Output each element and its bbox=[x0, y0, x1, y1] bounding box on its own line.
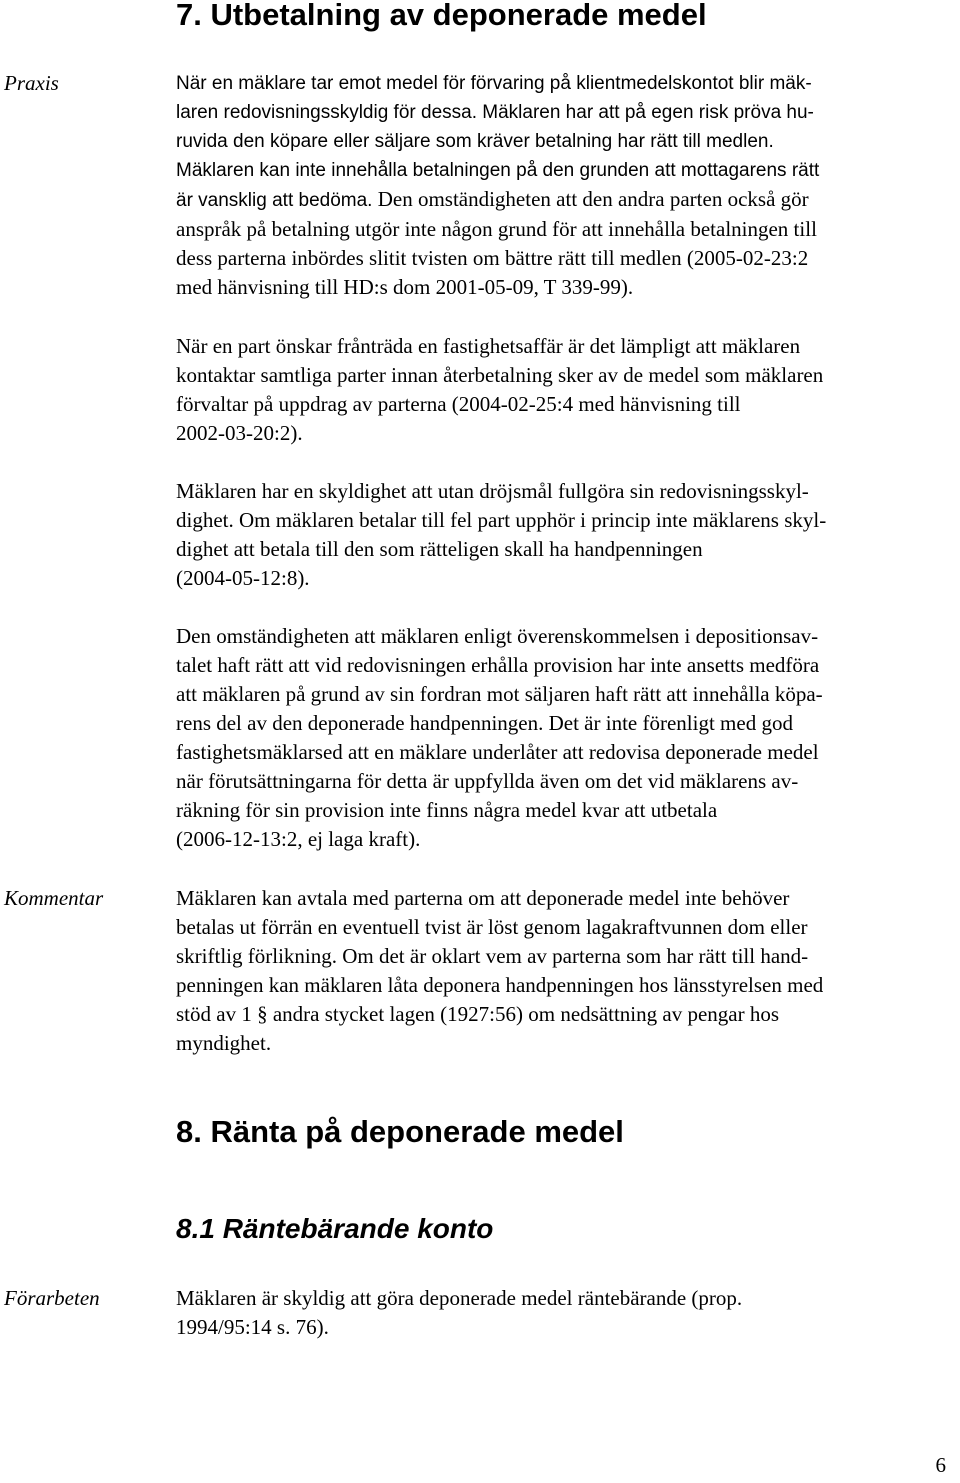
text-line: att mäklaren på grund av sin fordran mot säljaren haft rätt att innehålla köpa- bbox=[176, 682, 823, 706]
page-number: 6 bbox=[935, 1453, 946, 1477]
text-line: fastighetsmäklarsed att en mäklare underlåter att redovisa deponerade medel bbox=[176, 740, 819, 764]
text-line: ruvida den köpare eller säljare som kräver betalning har rätt till medlen. bbox=[176, 131, 774, 152]
text-line: Mäklaren har en skyldighet att utan dröjsmål fullgöra sin redovisningsskyl- bbox=[176, 479, 809, 503]
text-line: När en part önskar frånträda en fastighetsaffär är det lämpligt att mäklaren bbox=[176, 334, 801, 358]
text-fragment: är vansklig att bedöma. bbox=[176, 190, 373, 211]
text-line: penningen kan mäklaren låta deponera handpenningen hos länsstyrelsen med bbox=[176, 973, 824, 997]
margin-label-kommentar: Kommentar bbox=[4, 886, 104, 910]
text-line: när förutsättningarna för detta är uppfyllda även om det vid mäklarens av- bbox=[176, 769, 799, 793]
text-line: Mäklaren kan avtala med parterna om att deponerade medel inte behöver bbox=[176, 886, 790, 910]
text-line: laren redovisningsskyldig för dessa. Mäklaren har att på egen risk pröva hu- bbox=[176, 102, 814, 123]
praxis-paragraph-3 bbox=[176, 477, 956, 593]
text-line: räkning för sin provision inte finns några medel kvar att utbetala bbox=[176, 798, 718, 822]
text-line: anspråk på betalning utgör inte någon grund för att innehålla betalningen till bbox=[176, 217, 817, 241]
text-line: rens del av den deponerade handpenningen. Det är inte förenligt med god bbox=[176, 711, 793, 735]
forarbeten-paragraph bbox=[176, 1284, 956, 1342]
text-line: dess parterna inbördes slitit tvisten om bättre rätt till medlen (2005-02-23:2 bbox=[176, 246, 809, 270]
praxis-paragraph-4 bbox=[176, 622, 956, 854]
text-line: 2002-03-20:2). bbox=[176, 421, 303, 445]
margin-label-forarbeten: Förarbeten bbox=[4, 1286, 100, 1310]
text-line: Mäklaren kan inte innehålla betalningen på den grunden att mottagarens rätt bbox=[176, 160, 820, 181]
text-line: När en mäklare tar emot medel för förvaring på klientmedelskontot blir mäk- bbox=[176, 73, 812, 94]
text-line: 1994/95:14 s. 76). bbox=[176, 1315, 329, 1339]
kommentar-paragraph bbox=[176, 884, 956, 1058]
text-line: förvaltar på uppdrag av parterna (2004-02-25:4 med hänvisning till bbox=[176, 392, 741, 416]
text-line: betalas ut förrän en eventuell tvist är löst genom lagakraftvunnen dom eller bbox=[176, 915, 808, 939]
text-line: (2004-05-12:8). bbox=[176, 566, 310, 590]
text-line: myndighet. bbox=[176, 1031, 272, 1055]
text-line: Den omständigheten att mäklaren enligt överenskommelsen i depositionsav- bbox=[176, 624, 819, 648]
text-line bbox=[176, 185, 956, 215]
section-7-heading: 7. Utbetalning av deponerade medel bbox=[176, 0, 707, 32]
text-line: (2006-12-13:2, ej laga kraft). bbox=[176, 827, 421, 851]
text-line: dighet. Om mäklaren betalar till fel part upphör i princip inte mäklarens skyl- bbox=[176, 508, 827, 532]
text-line: talet haft rätt att vid redovisningen erhålla provision har inte ansetts medföra bbox=[176, 653, 820, 677]
praxis-paragraph-2 bbox=[176, 332, 956, 448]
margin-label-praxis: Praxis bbox=[4, 71, 59, 95]
text-line: dighet att betala till den som rätteligen skall ha handpenningen bbox=[176, 537, 703, 561]
text-line: kontaktar samtliga parter innan återbetalning sker av de medel som mäklaren bbox=[176, 363, 824, 387]
praxis-paragraph-1 bbox=[176, 69, 956, 302]
section-8-heading: 8. Ränta på deponerade medel bbox=[176, 1114, 624, 1149]
text-fragment: Den omständigheten att den andra parten också gör bbox=[372, 187, 809, 211]
text-line: stöd av 1 § andra stycket lagen (1927:56) om nedsättning av pengar hos bbox=[176, 1002, 780, 1026]
text-line: Mäklaren är skyldig att göra deponerade medel räntebärande (prop. bbox=[176, 1286, 743, 1310]
section-8-1-subheading: 8.1 Räntebärande konto bbox=[176, 1213, 494, 1244]
text-line: skriftlig förlikning. Om det är oklart vem av parterna som har rätt till hand- bbox=[176, 944, 809, 968]
text-line: med hänvisning till HD:s dom 2001-05-09, T 339-99). bbox=[176, 275, 634, 299]
